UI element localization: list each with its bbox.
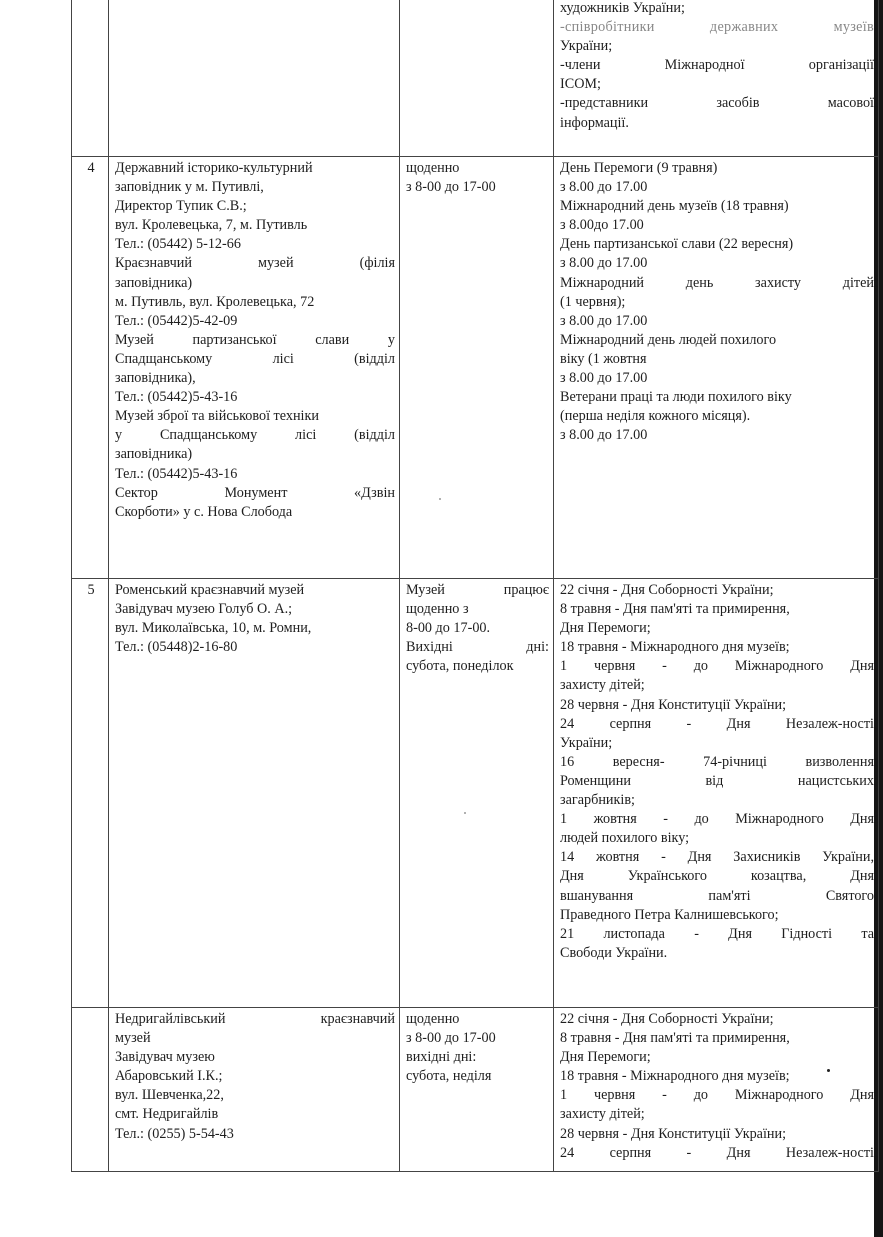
- institution-line: вул. Кролевецька, 7, м. Путивль: [115, 217, 308, 234]
- free-days-line: з 8.00 до 17.00: [560, 370, 648, 387]
- institution-line: Скорботи» у с. Нова Слобода: [115, 503, 293, 520]
- institution-line: у Спадщанському лісі (відділ: [115, 427, 395, 444]
- schedule-line: з 8-00 до 17-00: [406, 1030, 496, 1047]
- free-days-line: художників України;: [560, 0, 685, 16]
- free-days-line: 24 серпня - Дня Незалеж-ності: [560, 1144, 874, 1161]
- institution-line: Тел.: (05442)5-43-16: [115, 389, 238, 406]
- schedule-cell: [400, 1008, 554, 1172]
- free-days-line: людей похилого віку;: [560, 830, 690, 847]
- free-days-line: ICOM;: [560, 76, 601, 93]
- row-number: 5: [72, 579, 109, 1008]
- free-days-line: День партизанської слави (22 вересня): [560, 236, 794, 253]
- free-days-line: 18 травня - Міжнародного дня музеїв;: [560, 639, 790, 656]
- free-days-line: Міжнародний день захисту дітей: [560, 274, 874, 291]
- free-days-line: 22 січня - Дня Соборності України;: [560, 582, 774, 598]
- free-days-line: Дня Українського козацтва, Дня: [560, 868, 874, 885]
- institution-line: Тел.: (05448)2-16-80: [115, 639, 238, 656]
- institution-line: вул. Шевченка,22,: [115, 1087, 224, 1104]
- row-number: 4: [72, 157, 109, 579]
- free-days-line: України;: [560, 734, 613, 751]
- free-days-line: 22 січня - Дня Соборності України;: [560, 1011, 774, 1027]
- free-days-line: Свободи України.: [560, 944, 668, 961]
- free-days-line: День Перемоги (9 травня): [560, 160, 718, 176]
- institution-line: Державний історико-культурний: [115, 160, 313, 176]
- free-days-line: захисту дітей;: [560, 1106, 645, 1123]
- schedule-line: Вихідні дні:: [406, 639, 549, 656]
- free-days-line: (перша неділя кожного місяця).: [560, 408, 751, 425]
- institution-cell: [109, 0, 400, 157]
- museum-schedule-table: [71, 0, 879, 1172]
- free-days-line: Праведного Петра Калнишевського;: [560, 906, 779, 923]
- free-days-line: -співробітники державних музеїв: [560, 19, 874, 36]
- free-days-line: 18 травня - Міжнародного дня музеїв;: [560, 1068, 790, 1085]
- institution-line: Тел.: (05442)5-42-09: [115, 312, 238, 329]
- schedule-line: Музей працює: [406, 582, 549, 598]
- institution-line: Тел.: (0255) 5-54-43: [115, 1125, 234, 1142]
- schedule-line: 8-00 до 17-00.: [406, 620, 491, 637]
- free-days-line: 1 червня - до Міжнародного Дня: [560, 1087, 874, 1104]
- free-days-line: 16 вересня- 74-річниці визволення: [560, 753, 874, 770]
- free-days-cell: [554, 0, 879, 157]
- free-days-line: з 8.00 до 17.00: [560, 179, 648, 196]
- table-row: [72, 0, 879, 157]
- institution-line: заповідника): [115, 274, 193, 291]
- schedule-line: з 8-00 до 17-00: [406, 179, 496, 196]
- free-days-line: (1 червня);: [560, 293, 626, 310]
- ink-dot: [827, 1069, 830, 1072]
- institution-line: Сектор Монумент «Дзвін: [115, 484, 395, 501]
- free-days-line: вшанування пам'яті Святого: [560, 887, 874, 904]
- schedule-cell: [400, 0, 554, 157]
- institution-line: заповідник у м. Путивлі,: [115, 179, 264, 196]
- free-days-line: 28 червня - Дня Конституції України;: [560, 1125, 787, 1142]
- free-days-line: 8 травня - Дня пам'яті та примирення,: [560, 601, 790, 618]
- schedule-line: субота, понеділок: [406, 658, 514, 675]
- free-days-line: з 8.00до 17.00: [560, 217, 644, 234]
- free-days-cell: [554, 1008, 879, 1172]
- free-days-line: 24 серпня - Дня Незалеж-ності: [560, 715, 874, 732]
- table-row: [72, 157, 879, 579]
- table-row: [72, 579, 879, 1008]
- free-days-line: 21 листопада - Дня Гідності та: [560, 925, 874, 942]
- free-days-line: захисту дітей;: [560, 677, 645, 694]
- free-days-line: Дня Перемоги;: [560, 620, 651, 637]
- ink-dot: [439, 498, 441, 500]
- row-number: [72, 0, 109, 157]
- institution-line: заповідника),: [115, 370, 196, 387]
- free-days-line: Міжнародний день людей похилого: [560, 331, 777, 348]
- institution-cell: [109, 1008, 400, 1172]
- institution-line: м. Путивль, вул. Кролевецька, 72: [115, 293, 315, 310]
- institution-line: музей: [115, 1030, 151, 1047]
- row-number: [72, 1008, 109, 1172]
- institution-line: Тел.: (05442) 5-12-66: [115, 236, 241, 253]
- institution-line: Музей зброї та військової техніки: [115, 408, 319, 425]
- ink-dot: [464, 812, 466, 814]
- institution-line: смт. Недригайлів: [115, 1106, 219, 1123]
- free-days-cell: [554, 579, 879, 1008]
- institution-line: Директор Тупик С.В.;: [115, 198, 247, 215]
- free-days-line: загарбників;: [560, 792, 635, 809]
- free-days-line: -представники засобів масової: [560, 95, 874, 112]
- free-days-line: Дня Перемоги;: [560, 1049, 651, 1066]
- free-days-cell: [554, 157, 879, 579]
- table-body: [72, 0, 879, 1172]
- institution-line: Музей партизанської слави у: [115, 331, 395, 348]
- free-days-line: 14 жовтня - Дня Захисників України,: [560, 849, 874, 866]
- free-days-line: з 8.00 до 17.00: [560, 312, 648, 329]
- schedule-line: щоденно з: [406, 601, 469, 618]
- free-days-line: віку (1 жовтня: [560, 350, 647, 367]
- free-days-line: Міжнародний день музеїв (18 травня): [560, 198, 789, 215]
- free-days-line: 8 травня - Дня пам'яті та примирення,: [560, 1030, 790, 1047]
- free-days-line: інформації.: [560, 114, 629, 131]
- institution-line: Спадщанському лісі (відділ: [115, 350, 395, 367]
- institution-line: Абаровський І.К.;: [115, 1068, 223, 1085]
- schedule-line: субота, неділя: [406, 1068, 492, 1085]
- free-days-line: України;: [560, 38, 613, 55]
- institution-line: вул. Миколаївська, 10, м. Ромни,: [115, 620, 312, 637]
- free-days-line: -члени Міжнародної організації: [560, 57, 874, 74]
- schedule-line: щоденно: [406, 1011, 460, 1027]
- free-days-line: Ветерани праці та люди похилого віку: [560, 389, 792, 406]
- schedule-cell: [400, 157, 554, 579]
- institution-line: Роменський краєзнавчий музей: [115, 582, 305, 598]
- institution-line: заповідника): [115, 446, 193, 463]
- free-days-line: 1 червня - до Міжнародного Дня: [560, 658, 874, 675]
- schedule-line: щоденно: [406, 160, 460, 176]
- schedule-line: вихідні дні:: [406, 1049, 477, 1066]
- free-days-line: з 8.00 до 17.00: [560, 255, 648, 272]
- free-days-line: Роменщини від нацистських: [560, 772, 874, 789]
- institution-cell: [109, 157, 400, 579]
- institution-line: Завідувач музею: [115, 1049, 215, 1066]
- institution-line: Недригайлівський краєзнавчий: [115, 1011, 395, 1027]
- institution-line: Краєзнавчий музей (філія: [115, 255, 395, 272]
- free-days-line: 28 червня - Дня Конституції України;: [560, 696, 787, 713]
- institution-line: Завідувач музею Голуб О. А.;: [115, 601, 293, 618]
- free-days-line: 1 жовтня - до Міжнародного Дня: [560, 811, 874, 828]
- free-days-line: з 8.00 до 17.00: [560, 427, 648, 444]
- institution-line: Тел.: (05442)5-43-16: [115, 465, 238, 482]
- institution-cell: [109, 579, 400, 1008]
- schedule-cell: [400, 579, 554, 1008]
- table-row: [72, 1008, 879, 1172]
